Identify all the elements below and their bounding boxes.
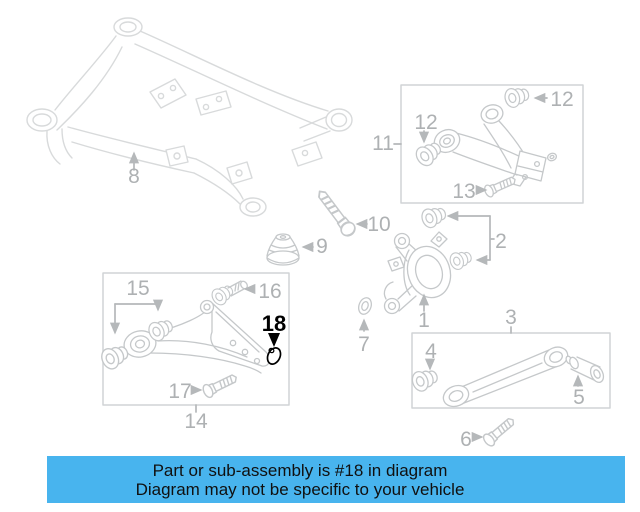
- callout-label-13: 13: [452, 180, 476, 203]
- selection-banner-text: [47, 456, 553, 499]
- sleeve-part-5: [565, 355, 606, 384]
- upper-control-arm-part: [413, 85, 558, 199]
- rubber-mount-part-9: [267, 234, 299, 265]
- bolt-part-10: [314, 187, 357, 238]
- callout-label-9: 9: [316, 235, 328, 258]
- washer-part-7: [356, 296, 373, 316]
- callout-label-10: 10: [367, 213, 391, 236]
- bushing-part-2b: [448, 248, 474, 271]
- callout-label-14: 14: [184, 410, 208, 433]
- banner-line1: Part or sub-assembly is #18 in diagram: [152, 461, 448, 480]
- callout-label-18: 18: [261, 311, 287, 336]
- bolt-part-6: [481, 415, 517, 448]
- callout-label-6: 6: [460, 428, 472, 451]
- callout-label-12-right: 12: [550, 88, 574, 111]
- callout-label-15: 15: [126, 277, 150, 300]
- bolt-part-17: [201, 371, 239, 399]
- callout-label-8: 8: [128, 165, 140, 188]
- callout-label-3: 3: [505, 306, 517, 329]
- selection-banner: [47, 456, 625, 503]
- callout-label-16: 16: [258, 280, 282, 303]
- bushing-part-12-right: [503, 85, 531, 109]
- callout-label-12-left: 12: [414, 111, 438, 134]
- callout-label-5: 5: [573, 386, 585, 409]
- callout-label-2: 2: [495, 230, 507, 253]
- banner-line2: Diagram may not be specific to your vehicle: [135, 480, 465, 499]
- callout-label-11: 11: [372, 132, 394, 155]
- bolt-part-13: [483, 174, 518, 198]
- bushing-part-4: [410, 366, 440, 393]
- subframe-part: [27, 18, 352, 216]
- callout-label-17: 17: [168, 380, 192, 403]
- knuckle-part-1: [384, 232, 457, 314]
- callout-label-1: 1: [418, 309, 430, 332]
- bushing-part-2a: [419, 204, 448, 230]
- callout-label-7: 7: [358, 333, 370, 356]
- bushing-bolt-part-16: [209, 280, 249, 307]
- callout-label-4: 4: [425, 340, 437, 363]
